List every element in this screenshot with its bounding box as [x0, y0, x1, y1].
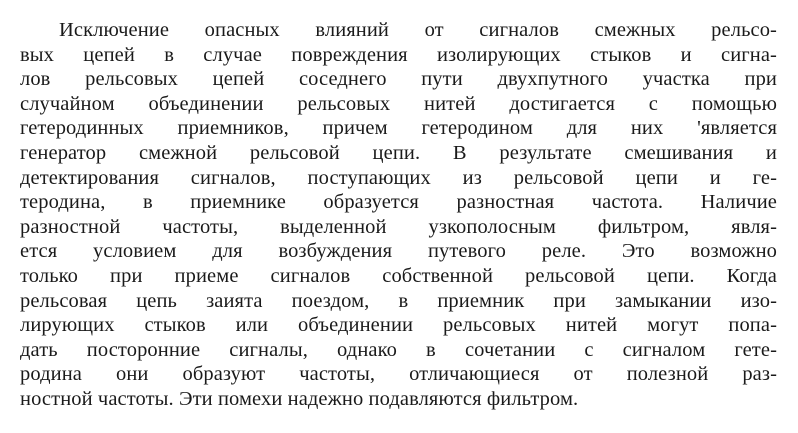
text-line-15: родина они образуют частоты, отличающиеся от полезной раз-: [20, 363, 777, 386]
text-line-4: случайном объединении рельсовых нитей достигается с помощью: [20, 92, 777, 115]
text-line-14: дать посторонние сигналы, однако в сочетании с сигналом гете-: [20, 338, 777, 361]
text-line-11: только при приеме сигналов собственной рельсовой цепи. Когда: [20, 264, 777, 287]
text-line-3: лов рельсовых цепей соседнего пути двухпутного участка при: [20, 68, 777, 91]
text-line-1: Исключение опасных влияний от сигналов смежных рельсо-: [59, 19, 777, 41]
text-line-8: теродина, в приемнике образуется разностная частота. Наличие: [20, 191, 777, 214]
text-line-12: рельсовая цепь заията поездом, в приемник при замыкании изо-: [20, 289, 777, 312]
text-line-5: гетеродинных приемников, причем гетеродином для них 'является: [20, 117, 777, 140]
text-line-6: генератор смежной рельсовой цепи. В результате смешивания и: [20, 141, 777, 164]
paragraph: [20, 18, 777, 412]
text-line-7: детектирования сигналов, поступающих из рельсовой цепи и ге-: [20, 166, 777, 189]
text-line-9: разностной частоты, выделенной узкополосным фильтром, явля-: [20, 215, 777, 238]
text-line-16: ностной частоты. Эти помехи надежно подавляются фильтром.: [20, 387, 579, 410]
text-line-2: вых цепей в случае повреждения изолирующих стыков и сигна-: [20, 43, 777, 66]
text-line-10: ется условием для возбуждения путевого реле. Это возможно: [20, 240, 777, 263]
text-line-13: лирующих стыков или объединении рельсовых нитей могут попа-: [20, 314, 777, 337]
